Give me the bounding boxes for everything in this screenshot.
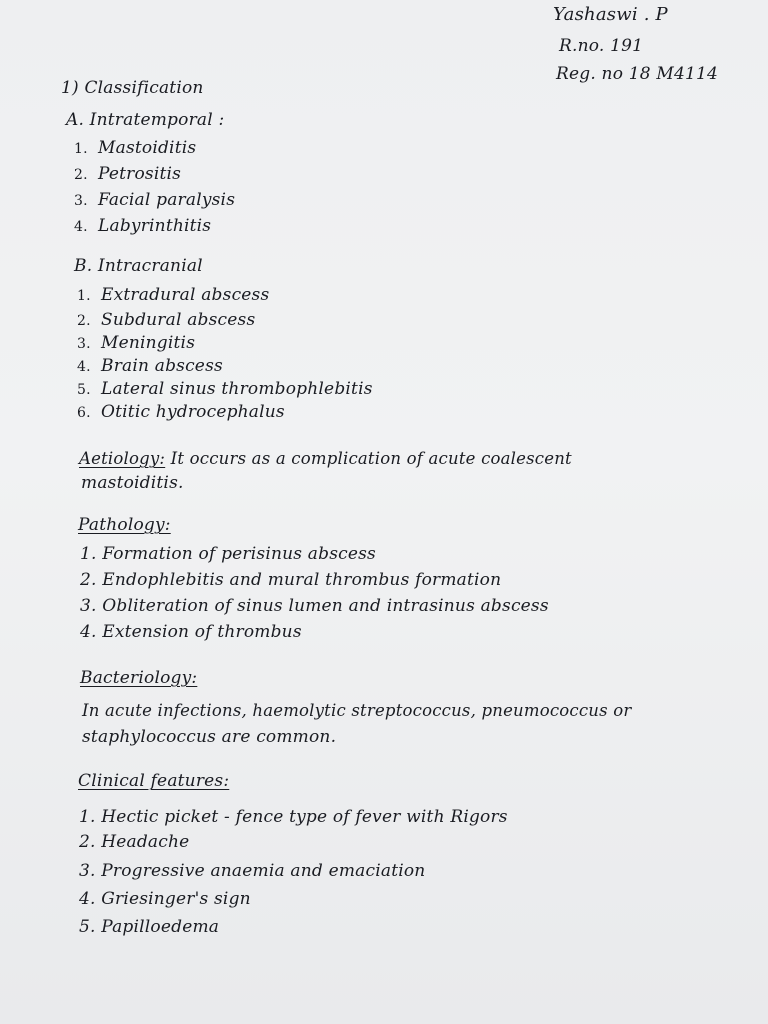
- list-item: [77, 381, 373, 398]
- aetiology-paragraph: [79, 451, 572, 468]
- bacteriology-text: In acute infections, haemolytic streptococcus, pneumococcus or: [82, 701, 632, 720]
- classification-title: 1) Classification: [61, 78, 204, 98]
- list-text: Labyrinthitis: [98, 216, 212, 236]
- list-item: 1. Hectic picket - fence type of fever with Rigors: [79, 807, 508, 827]
- registration-number: Reg. no 18 M4114: [556, 64, 719, 84]
- list-item: [74, 218, 211, 235]
- list-item: [77, 287, 269, 304]
- list-item: [74, 140, 196, 157]
- list-item: 3. Progressive anaemia and emaciation: [79, 861, 426, 881]
- list-item: 4. Extension of thrombus: [80, 622, 302, 642]
- list-number: 6.: [77, 405, 91, 421]
- list-number: 2.: [77, 313, 91, 329]
- student-name: Yashaswi . P: [553, 4, 668, 25]
- list-text: Petrositis: [98, 164, 182, 184]
- list-number: 1.: [77, 288, 91, 304]
- list-item: [77, 358, 223, 375]
- list-text: Subdural abscess: [101, 310, 256, 330]
- bacteriology-text-continued: staphylococcus are common.: [82, 727, 337, 747]
- intracranial-heading: B. Intracranial: [74, 256, 203, 276]
- list-item: [74, 166, 181, 183]
- list-item: [77, 335, 195, 352]
- aetiology-text-continued: mastoiditis.: [81, 473, 184, 493]
- list-number: 5.: [77, 382, 91, 398]
- list-item: [77, 312, 255, 329]
- list-number: 1.: [74, 141, 88, 157]
- list-text: Lateral sinus thrombophlebitis: [101, 379, 373, 399]
- list-text: Otitic hydrocephalus: [101, 402, 285, 422]
- list-item: 3. Obliteration of sinus lumen and intrasinus abscess: [80, 596, 549, 616]
- list-text: Facial paralysis: [98, 190, 236, 210]
- pathology-heading: Pathology:: [78, 515, 171, 535]
- list-number: 4.: [77, 359, 91, 375]
- list-text: Extradural abscess: [101, 285, 270, 305]
- list-item: 2. Endophlebitis and mural thrombus formation: [80, 570, 502, 590]
- list-text: Meningitis: [101, 333, 196, 353]
- list-number: 3.: [77, 336, 91, 352]
- list-item: 1. Formation of perisinus abscess: [80, 544, 376, 564]
- list-item: 5. Papilloedema: [79, 917, 220, 937]
- intratemporal-heading: A. Intratemporal :: [66, 110, 225, 130]
- bacteriology-heading: Bacteriology:: [80, 668, 198, 688]
- list-text: Mastoiditis: [98, 138, 197, 158]
- list-item: 2. Headache: [79, 832, 190, 852]
- list-text: Brain abscess: [101, 356, 223, 376]
- aetiology-heading: Aetiology:: [79, 449, 166, 468]
- list-item: [74, 192, 235, 209]
- list-item: 4. Griesinger's sign: [79, 889, 251, 909]
- list-number: 4.: [74, 219, 88, 235]
- list-number: 2.: [74, 167, 88, 183]
- list-item: [77, 404, 285, 421]
- roll-number: R.no. 191: [559, 36, 644, 56]
- list-number: 3.: [74, 193, 88, 209]
- clinical-features-heading: Clinical features:: [78, 771, 230, 791]
- aetiology-text: It occurs as a complication of acute coalescent: [170, 449, 572, 468]
